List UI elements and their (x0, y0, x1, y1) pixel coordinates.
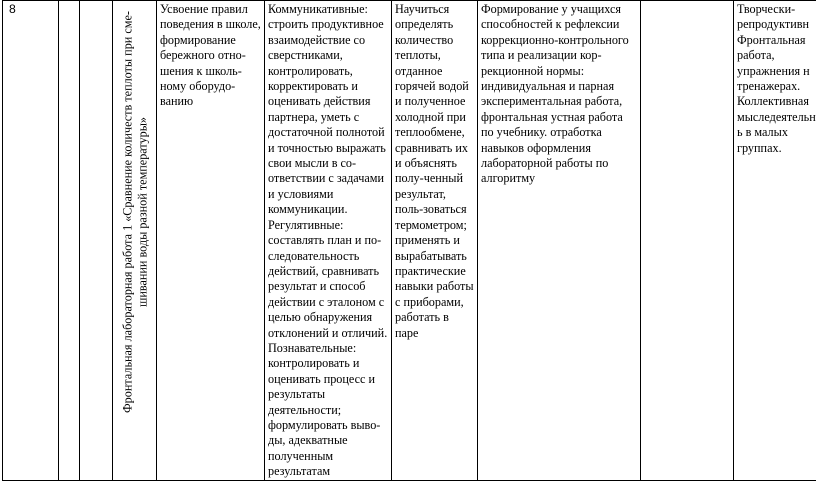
activity-forms: Творчески-репродуктивн Фронтальная работа, упражнения н тренажерах. Коллективная мыследеятельн ь в малых группах. (734, 1, 816, 481)
empty-cell (59, 1, 80, 481)
subject-results: Научиться определять количество теплоты, отданное горячей водой и полученное холодной при теплообмене, сравнивать их и объяснять полу-ченный результат, поль-зоваться термометром; применять и вырабатывать практические навыки работы с приборами, работать в паре (392, 1, 478, 481)
lesson-plan-table (2, 0, 816, 481)
lesson-number: 8 (3, 1, 59, 481)
lesson-topic-cell (113, 1, 157, 481)
content-skills: Усвоение правил поведения в школе, формирование бережного отно-шения к школь-ному оборудо-ванию (157, 1, 265, 481)
table-row (3, 1, 816, 481)
empty-cell (641, 1, 734, 481)
universal-learning-actions: Коммуникативные: строить продуктивное взаимодействие со сверстниками, контролировать, корректировать и оценивать действия партнера, уметь с достаточной полнотой и точностью выражать свои мысли в со-ответствии с задачами и условиями коммуникации. Регулятивные: составлять план и по-следовательность действий, сравнивать результат и способ действии с эталоном с целью обнаружения отклонений и отличий. Познавательные: контролировать и оценивать процесс и результаты деятельности; формулировать выво-ды, адекватные полученным результатам (265, 1, 392, 481)
lesson-topic: Фронтальная лабораторная работа 1 «Сравнение количеств теплоты при сме- шивании воды разной температуры» (121, 10, 150, 415)
correction-work: Формирование у учащихся способностей к рефлексии коррекционно-контрольного типа и реализации кор-рекционной нормы: индивидуальная и парная экспериментальная работа, фронтальная устная работа по учебнику. отработка навыков оформления лабораторной работы по алгоритму (478, 1, 641, 481)
empty-cell (80, 1, 113, 481)
